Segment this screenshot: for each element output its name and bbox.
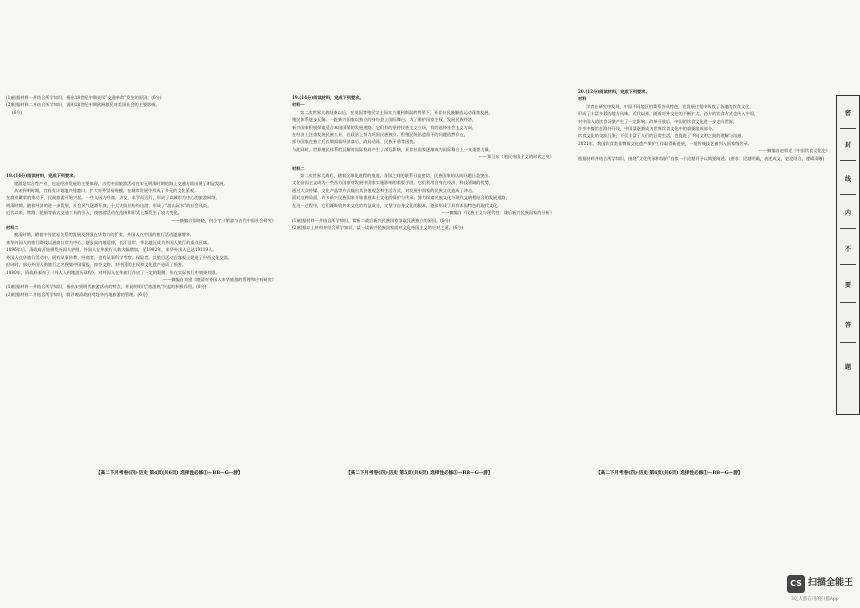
material-2-line: 在这一过程中，它们既吸收外来文化的有益成分，又坚守自身文化的根本，逐步形成了具有本国特色的现代文化。: [292, 202, 502, 208]
material-2-line: 1896年后，清政府开始颁发外国人护照，外国人在华旅行人数大幅增加，至1902年，来华外国人已达19119人。: [6, 247, 217, 253]
sidebar-char: 答: [844, 322, 851, 329]
question-20-task: 根据材料并结合所学知识，围绕“文化传承和保护”自拟一个论题并予以简要阐述。(要求：论题明确，表述成文，史论结合，逻辑清晰): [578, 155, 825, 161]
watermark-title: 扫描全能王: [808, 578, 854, 588]
column-right: [578, 88, 830, 162]
watermark-subtitle: 3亿人都在用的扫描App: [791, 597, 839, 602]
material-2-line: 1880年，清政府颁布了《外人入内地游历章程》，对外国人在华旅行作出了一定的限制，但在实际执行中效果有限。: [6, 269, 220, 275]
sidebar-char: 内: [844, 210, 851, 217]
material-2-line: 来华外国人的旅行路线以通商口岸为中心，逐步向内地延伸，长江沿岸、华北地区成为外国人旅行的重点区域。: [6, 239, 212, 245]
material-line: 许多中餐馆在海外开设，中国菜逐渐成为世界饮食文化中的重要组成部分。: [578, 126, 717, 132]
material-2-line: 文化帝国主义成为一些西方国家对发展中国家实施影响的重要手段，它们利用自身在经济、科技领域的优势，: [292, 180, 494, 186]
question-19-heading: 19.(14分)阅读材料，完成下列要求。: [292, 95, 364, 100]
sidebar-char: 线: [844, 176, 851, 183]
material-2-line: 面对这种局面，许多新兴民族国家开始重视本土文化的保护与传承，努力探索民族文化与现代文明相结合的发展道路，: [292, 195, 510, 201]
material-line: 形成了丰富多彩的地方风味。近代以来，随着对外交往的不断扩大，西方的饮食方式也传入中国，: [578, 111, 759, 117]
page-footer-right: 【高二下月考卷(四)·历史 第6页(共6页) 选择性必修③—BB—G—游】: [596, 471, 743, 476]
material-line: 饮食文化的交流互鉴，不仅丰富了人们的日常生活，也促进了不同文明之间的理解与沟通。: [578, 133, 746, 139]
material-source: ——摘编自赵荣光《中国饮食文化史》: [758, 148, 830, 154]
scanner-watermark: [787, 569, 857, 605]
material-1-line: 第二次世界大战结束以后，在英国等殖民宗主国实力遭到削弱的背景下，亚非拉民族解放运动蓬勃发展，: [300, 109, 493, 115]
question-18-line: 在商业繁荣的推动下，民间旅游开始兴起，一些人因为经商、访友、求学而远行，形成了以城市为中心的旅游网络。: [6, 195, 220, 201]
question-18-intro: 旅游是综合性产业，也是经济发展的主要体现。古代中国旅游活动在宋元明清时期的海上交通方面出现了明显发展。: [14, 180, 228, 186]
question-18-line: 明清时期，随着经济的进一步发展，社会风气逐渐开放，士大夫阶层纷纷出游，形成了“游山玩水”的社会风尚。: [6, 202, 212, 208]
material-2-source: ——摘编自刘建《晚清对外国人来华旅游的管理和应对研究》: [162, 276, 276, 282]
page-footer-middle: 【高二下月考卷(四)·历史 第5页(共6页) 选择性必修③—BB—G—游】: [346, 471, 493, 476]
material-1-label: 材料一: [292, 102, 305, 108]
column-left: [6, 94, 276, 298]
sidebar-char: 封: [844, 142, 851, 149]
material-2-line: 外国人在华旅行活动中，既有从事传教、经商者，也有从事科学考察、探险者，其旅行活动在客观上促进了中西文化交流。: [6, 254, 233, 260]
material-1-line: 与此同时，世界殖民体系的瓦解对国际格局产生了深远影响，亚非拉国家逐渐成为国际舞台上一支重要力量。: [292, 146, 494, 152]
material-2-source: ——摘编自《民族主义与现代性：战后新兴民族国家的分析》: [440, 210, 554, 216]
question-17-sub1: (1)根据材料一并结合所学知识，指出18世纪中期英国“交通革命”发生的原因。(6分): [6, 95, 162, 100]
question-20-heading: 20.(12分)阅读材料，完成下列要求。: [578, 89, 650, 94]
material-line: 学者在研究中发现，中国不同地区的菜系各具特色，在发展过程中吸收了各地的饮食文化，: [586, 103, 754, 109]
material-label: 材料: [578, 96, 587, 102]
question-18-source1: ——摘编自张晓晓、何小宇《旅游与古代中国社会研究》: [171, 217, 276, 223]
material-2-label: 材料二: [6, 225, 19, 231]
material-1-line: 部分国家在独立后长期面临经济落后、政局动荡、民族矛盾等困扰。: [292, 139, 418, 145]
question-18-line: 从宋到明时期，官府有计划地兴建港口，扩大对外贸易规模，在城市发展中形成了多元的文化景观。: [14, 188, 199, 194]
material-1-line: 在经济上注重发展民族工业，在政治上努力巩固民族独立。但殖民统治遗留下的问题依然存在，: [292, 132, 468, 138]
question-17-sub2: (2)根据材料二并结合所学知识，说明18世纪中期欧洲移民对美国社会的主要影响。: [6, 102, 160, 108]
question-19-sub2: (2)根据以上材料并结合所学知识，谈一谈新兴民族国家面对文化帝国主义的应对之道。(6分): [292, 224, 463, 230]
material-1-source: ——郑卫东《殖民帝国主义的时代之变》: [478, 154, 554, 160]
question-19-sub1: (1)根据材料一并结合所学知识，简析二战后新兴民族国家争取民族独立的原因。(8分): [292, 217, 451, 223]
binding-line-sidebar: [836, 95, 860, 415]
sidebar-char: 密: [844, 110, 851, 117]
sidebar-char: 要: [844, 282, 851, 289]
camscanner-logo-icon: CS: [787, 575, 805, 593]
material-2-line: 但同时，部分外国人借旅行之名搜集中国情报、掠夺文物，对中国的主权和文化遗产造成了损害。: [6, 262, 187, 268]
sidebar-char: 不: [844, 246, 851, 253]
sidebar-char: 题: [844, 364, 851, 371]
question-17-sub2-score: (6分): [12, 109, 23, 115]
material-line: 对中国人的饮食习惯产生了一定影响。改革开放后，中国的饮食文化进一步走向世界，: [578, 118, 738, 124]
material-1-line: 殖民体系逐步瓦解。一批新兴国家以独立的身份登上国际舞台，为了维护国家主权、发展民族经济，: [292, 117, 477, 123]
column-middle: [292, 94, 554, 231]
material-2-label: 材料二: [292, 165, 305, 171]
material-1-line: 新兴国家积极探索适合本国国情的发展道路。它们有的坚持民族主义立场，有的选择社会主义方向，: [292, 124, 477, 130]
question-18-sub2: (2)根据材料二并结合所学知识，简评晚清政府对赴华内地旅游的管理。(6分): [6, 291, 148, 297]
material-2-line: 第二次世界大战后，随着全球化进程的推进，各国之间的联系日益密切，民族国家的认同问题日益突出。: [300, 173, 493, 179]
question-18-heading: 18.(14分)阅读材料，完成下列要求。: [6, 173, 78, 179]
material-2-line: 晚清时期，随着中外贸易关系的发展及列强在华势力的扩张，外国人在中国的旅行活动逐渐增多。: [14, 232, 195, 238]
question-18-sub1: (1)根据材料一并结合所学知识，指出宋到明代旅游活动的特点，并说明明代“旅游热”兴起的积极作用。(8分): [6, 284, 207, 290]
material-line: 2021年，我国饮食类非物质文化遗产保护工作取得新进展，一批传统技艺被列入国家级名录。: [578, 140, 752, 146]
material-2-line: 通过大众传媒、文化产品等方式输出其价值观念和生活方式，对发展中国家的民族文化造成了冲击。: [292, 187, 477, 193]
page-footer-left: 【高二下月考卷(四)·历史 第4页(共6页) 选择性必修③—BB—G—游】: [96, 471, 243, 476]
question-18-line: 近代以来，铁路、轮船等新式交通工具的引入，使旅游活动在范围和形式上都发生了较大变化。: [6, 210, 182, 216]
